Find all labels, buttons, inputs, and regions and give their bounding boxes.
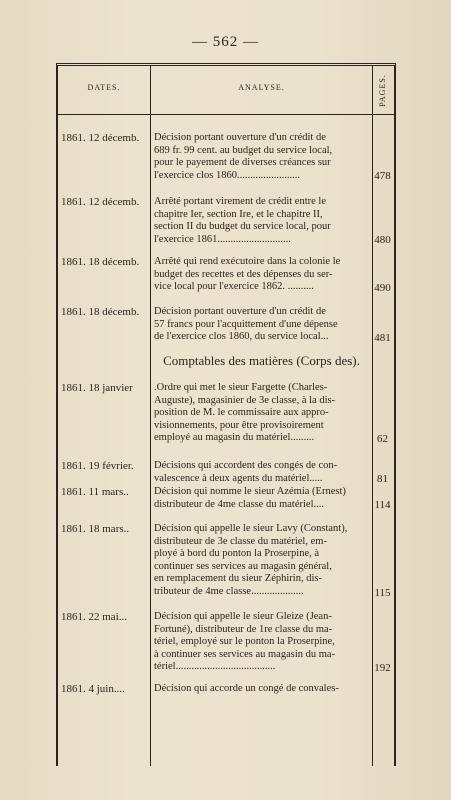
entry-page: 481 <box>374 332 391 344</box>
entry-page: 490 <box>374 282 391 294</box>
entry-date: 1861. 22 mai... <box>61 611 127 623</box>
header-pages-cell <box>373 68 392 112</box>
entry-date: 1861. 18 janvier <box>61 382 133 394</box>
entry-page: 115 <box>374 587 391 599</box>
column-divider-dates <box>150 66 151 766</box>
header-analyse: ANALYSE. <box>238 83 285 92</box>
entry-analysis: Décision portant ouverture d'un crédit de 57 francs pour l'acquittement d'une dépense de l'exercice clos 1860, du service local... <box>154 306 338 342</box>
entry-page: 81 <box>377 473 388 485</box>
entry-date: 1861. 18 décemb. <box>61 306 140 318</box>
index-table <box>56 63 396 766</box>
entry-analysis: Décisions qui accordent des congés de con- valescence à deux agents du matériel..... <box>154 460 338 484</box>
entry-analysis: Arrêté qui rend exécutoire dans la colonie le budget des recettes et des dépenses du ser- vice local pour l'exercice 1862. .......... <box>154 256 341 292</box>
entry-date: 1861. 11 mars.. <box>61 486 129 498</box>
entry-page: 192 <box>374 662 391 674</box>
entry-date: 1861. 18 décemb. <box>61 256 140 268</box>
entry-page: 114 <box>374 499 391 511</box>
entry-date: 1861. 19 février. <box>61 460 134 472</box>
entry-page: 62 <box>377 433 388 445</box>
entry-analysis: Décision qui nomme le sieur Azémia (Ernest) distributeur de 4me classe du matériel.... <box>154 486 346 510</box>
entry-date: 1861. 4 juin.... <box>61 683 125 695</box>
entry-page: 478 <box>374 170 391 182</box>
entry-date: 1861. 12 décemb. <box>61 196 140 208</box>
entry-date: 1861. 12 décemb. <box>61 132 140 144</box>
entry-analysis: Décision qui appelle le sieur Lavy (Constant), distributeur de 3e classe du matériel, em- ployé à bord du ponton la Proserpine, à continuer ses services au magasin général, en remplacement du sieur Zéphirin, dis- tributeur de 4me classe.................... <box>154 523 348 597</box>
header-pages: PAGES. <box>378 73 388 107</box>
page-number: — 562 — <box>192 34 259 50</box>
entry-analysis: Décision portant ouverture d'un crédit de 689 fr. 99 cent. au budget du service local, pour le payement de diverses créances sur l'exercice clos 1860........................ <box>154 132 333 181</box>
entry-analysis: Décision qui accorde un congé de convales- <box>154 683 339 694</box>
entry-date: 1861. 18 mars.. <box>61 523 130 535</box>
entry-analysis: Décision qui appelle le sieur Gleize (Jean- Fortuné), distributeur de 1re classe du ma- tériel, employé sur le ponton la Proserpine, à continuer ses services au magasin du ma- tériel...................................... <box>154 611 336 672</box>
entry-analysis: .Ordre qui met le sieur Fargette (Charles- Auguste), magasinier de 3e classe, à la dis- position de M. le commissaire aux appro- visionnements, pour être provisoirement employé au magasin du matériel......... <box>154 382 336 443</box>
header-rule <box>58 114 394 115</box>
section-title: Comptables des matières (Corps des). <box>163 353 360 368</box>
entry-analysis: Arrêté portant virement de crédit entre le chapitre Ier, section Ire, et le chapitre II, section II du budget du service local, pour l'exercice 1861............................ <box>154 196 331 245</box>
header-dates: DATES. <box>87 83 121 92</box>
entry-page: 480 <box>374 234 391 246</box>
